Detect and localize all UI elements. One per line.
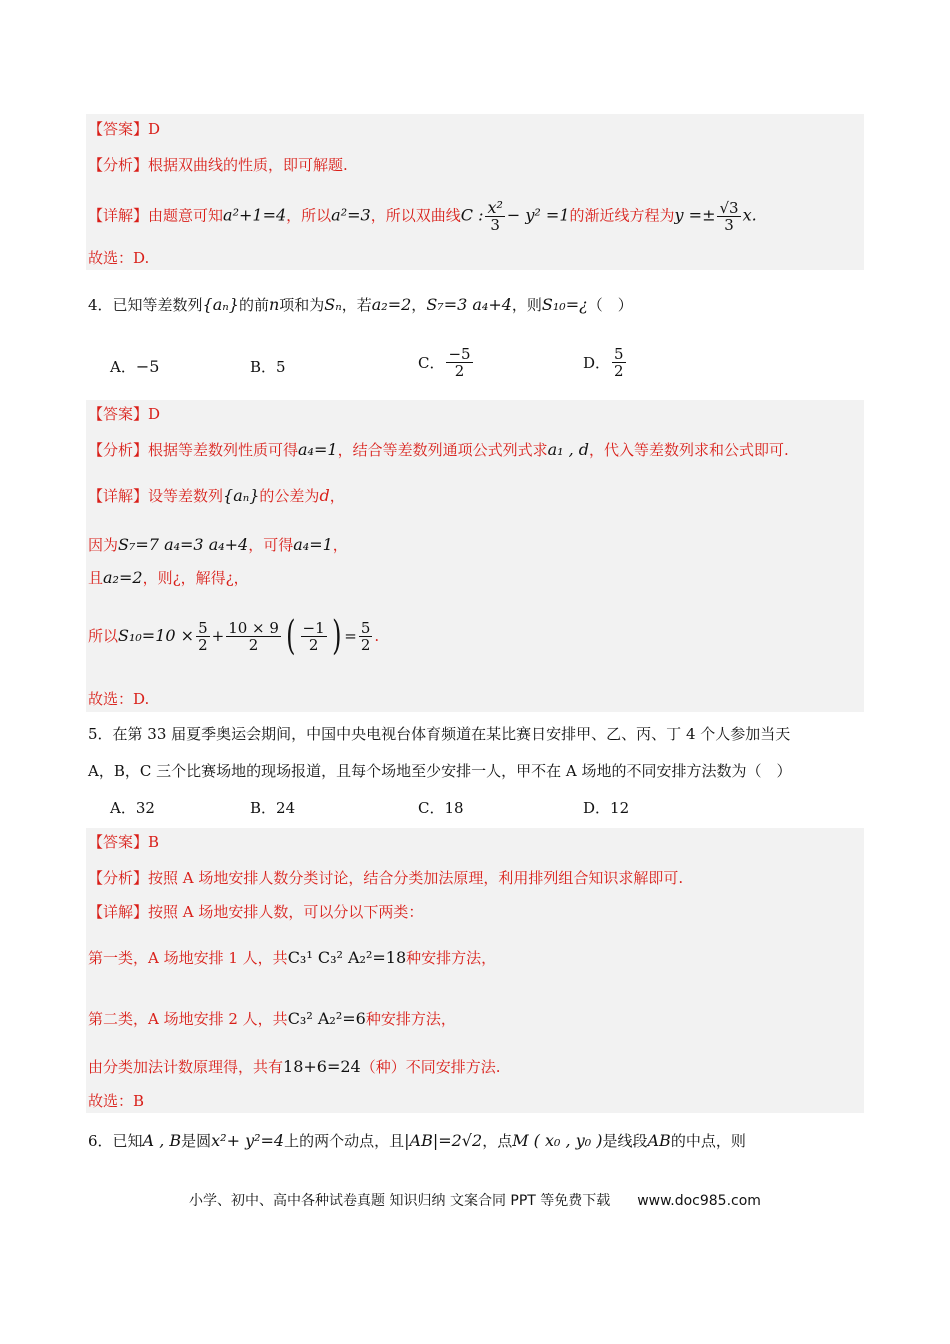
q5-case2: 第二类，A 场地安排 2 人，共C₃² A₂²=6种安排方法， <box>88 1009 456 1028</box>
q4-option-c: C． $\frac{-5}{2}$ <box>418 345 471 380</box>
q3-detail: 【详解】由题意可知a²+1=4，所以a²=3，所以双曲线C : $\frac{\text{x²}}{3}$ − y² =1的渐近线方程为y =± $\frac{√3}{3}$ x. <box>88 198 757 234</box>
q5-stem-line1: 5．在第 33 届夏季奥运会期间，中国中央电视台体育频道在某比赛日安排甲、乙、丙、丁 4 个人参加当天 <box>88 725 791 743</box>
q4-and: 且a₂=2，则¿，解得¿， <box>88 568 249 587</box>
q4-so: 所以S₁₀=10 × $\frac{5}{2}$ + $\frac{10 \times 9}{2}$ ( $\frac{-1}{2}$ ) = $\frac{5}{2}$ . <box>88 613 380 659</box>
q5-analysis: 【分析】按照 A 场地安排人数分类讨论，结合分类加法原理，利用排列组合知识求解即可. <box>88 869 684 887</box>
q5-stem-line2: A，B，C 三个比赛场地的现场报道，且每个场地至少安排一人，甲不在 A 场地的不同安排方法数为（ ） <box>88 762 792 780</box>
q4-detail: 【详解】设等差数列{aₙ}的公差为d， <box>88 486 345 505</box>
q5-option-d: D．12 <box>583 799 630 817</box>
q3-analysis: 【分析】根据双曲线的性质，即可解题. <box>88 156 348 174</box>
q4-option-a: A．−5 <box>110 357 160 376</box>
q4-analysis: 【分析】根据等差数列性质可得a₄=1，结合等差数列通项公式列式求a₁ , d，代入等差数列求和公式即可. <box>88 440 789 459</box>
q5-choose: 故选：B <box>88 1092 145 1110</box>
q5-option-c: C．18 <box>418 799 464 817</box>
footer-text: 小学、初中、高中各种试卷真题 知识归纳 文案合同 PPT 等免费下载 <box>189 1193 611 1209</box>
q3-solution-block <box>86 114 864 270</box>
q3-answer: 【答案】D <box>88 120 161 138</box>
q4-option-b: B．5 <box>250 358 286 376</box>
q5-detail: 【详解】按照 A 场地安排人数，可以分以下两类： <box>88 903 424 921</box>
q5-answer: 【答案】B <box>88 833 160 851</box>
q5-option-a: A．32 <box>110 799 155 817</box>
q5-option-b: B．24 <box>250 799 296 817</box>
q4-stem: 4．已知等差数列{aₙ}的前n项和为Sₙ，若a₂=2，S₇=3 a₄+4，则S₁₀=¿（ ） <box>88 295 633 314</box>
q4-option-d: D． $\frac{5}{2}$ <box>583 345 624 380</box>
q6-stem: 6．已知A , B是圆x²+ y²=4上的两个动点，且|AB|=2√2，点M ( x₀ , y₀ )是线段AB的中点，则 <box>88 1131 746 1150</box>
footer-url[interactable]: www.doc985.com <box>637 1193 761 1209</box>
page-footer <box>0 1190 950 1210</box>
q5-case1: 第一类，A 场地安排 1 人，共C₃¹ C₃² A₂²=18种安排方法， <box>88 948 497 967</box>
q3-choose: 故选：D. <box>88 249 150 267</box>
q4-answer: 【答案】D <box>88 405 161 423</box>
q4-because: 因为S₇=7 a₄=3 a₄+4，可得a₄=1， <box>88 535 348 554</box>
q4-choose: 故选：D. <box>88 690 150 708</box>
q5-total: 由分类加法计数原理得，共有18+6=24（种）不同安排方法. <box>88 1057 501 1076</box>
